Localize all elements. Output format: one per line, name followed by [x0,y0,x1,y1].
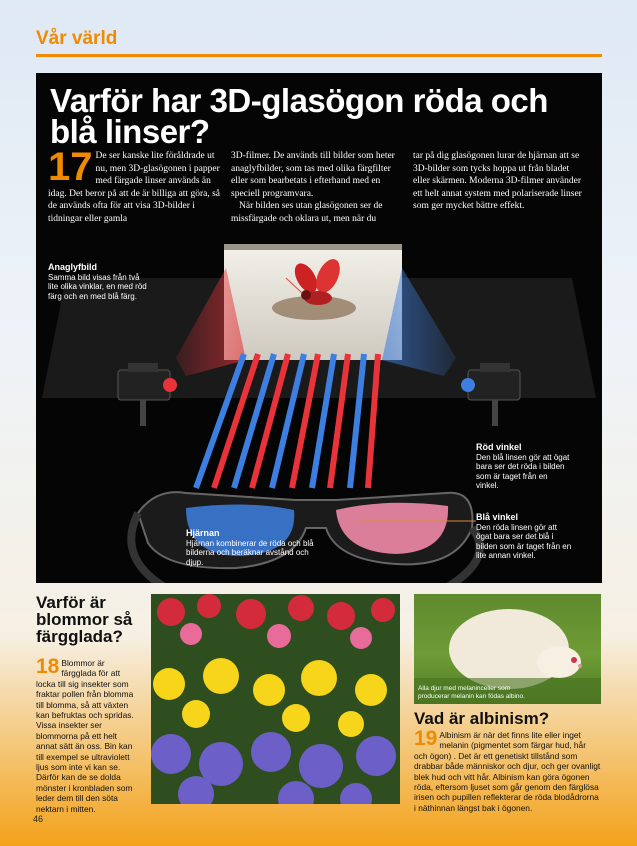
text-column-1 [48,145,226,225]
right-projector [461,363,520,426]
text-column-3: tar på dig glasögonen lurar de hjärnan att se 3D-bilder som tycks hoppa ut från bladet eller skärmen. Moderna 3D-filmer använder ett helt annat system med polariserade linser som ger mycket bättre effekt. [413,151,582,211]
bottom-section [36,590,602,814]
label-brain-title: Hjärnan [186,528,220,538]
label-brain [186,529,326,567]
infographic-panel [36,73,602,583]
page-number: 46 [33,814,44,824]
label-anaglyph-text: Samma bild visas från två lite olika vinklar, en med röd färg och en med blå färg. [48,272,147,301]
label-blue-angle-text: Den röda linsen gör att ögat bara ser det blå i bilden som är taget från en lite annan vinkel. [476,522,572,560]
albinism-body: Albinism är när det finns lite eller inget melanin (pigmentet som färgar hud, hår och ögon) . Det är ett genetiskt tillstånd som drabbar både människor och djur, och ger ovanligt blek hud och vitt hår. Albinism kan göra ögonen röda, eftersom ljuset som går genom den färglösa irisen och pupillen reflekterar de röda blodådrorna i näthinnan längst bak i ögonen. [414,730,601,813]
flowers-photo-art [151,594,400,804]
hedgehog-caption: Alla djur med melaninceller som producerar melanin kan födas albino. [418,685,525,700]
albinism-text [414,727,601,813]
label-brain-text: Hjärnan kombinerar de röda och blå bilderna och beräknar avstånd och djup. [186,538,314,567]
text-column-2 [231,150,399,225]
label-anaglyph-title: Anaglyfbild [48,262,97,272]
text-column-1-body: De ser kanske lite föråldrade ut nu, men 3D-glasögonen i papper med färgade linser används än idag. Det beror på att de är billiga att göra, så de används ofta för att visa 3D-bilder i tidningar eller gamla [48,151,220,224]
flowers-number: 18 [36,655,60,678]
label-red-angle [476,443,572,491]
flowers-text [36,655,140,814]
flowers-title: Varför är blommor så färgglada? [36,593,133,646]
header-rule [36,54,602,57]
label-anaglyph [48,263,148,301]
label-blue-angle [476,513,572,561]
flowers-body: Blommor är färgglada för att locka till sig insekter som fraktar pollen från blomma till blomma, så att växten kan befruktas och spridas. Vissa insekter ser blommorna på ett helt annat sätt än oss. Bin kan till exempel se ultraviolett ljus som inte vi kan se. Därför kan de se dolda mönster i kronbladen som leder dem till den söta nektarn i mitten. [36,658,134,814]
albinism-title: Vad är albinism? [414,709,550,728]
left-projector [118,363,177,426]
text-column-2-para-2: När bilden ses utan glasögonen ser de missfärgade och oklara ut, men när du [231,201,383,224]
hedgehog-photo [414,594,601,704]
section-header: Vår värld [36,28,118,49]
label-red-angle-title: Röd vinkel [476,442,522,452]
label-blue-angle-title: Blå vinkel [476,512,519,522]
label-red-angle-text: Den blå linsen gör att ögat bara ser det röda i bilden som är taget från en vinkel. [476,452,570,490]
article-title: Varför har 3D-glasögon röda och blå linser? [50,82,548,150]
albinism-number: 19 [414,727,438,750]
fact-number: 17 [48,145,93,189]
flowers-photo [151,594,400,804]
text-column-2-para-1: 3D-filmer. De används till bilder som heter anaglyfbilder, som tas med olika färgfilter eller som bearbetats i efterhand med en speciell programvara. [231,151,395,199]
